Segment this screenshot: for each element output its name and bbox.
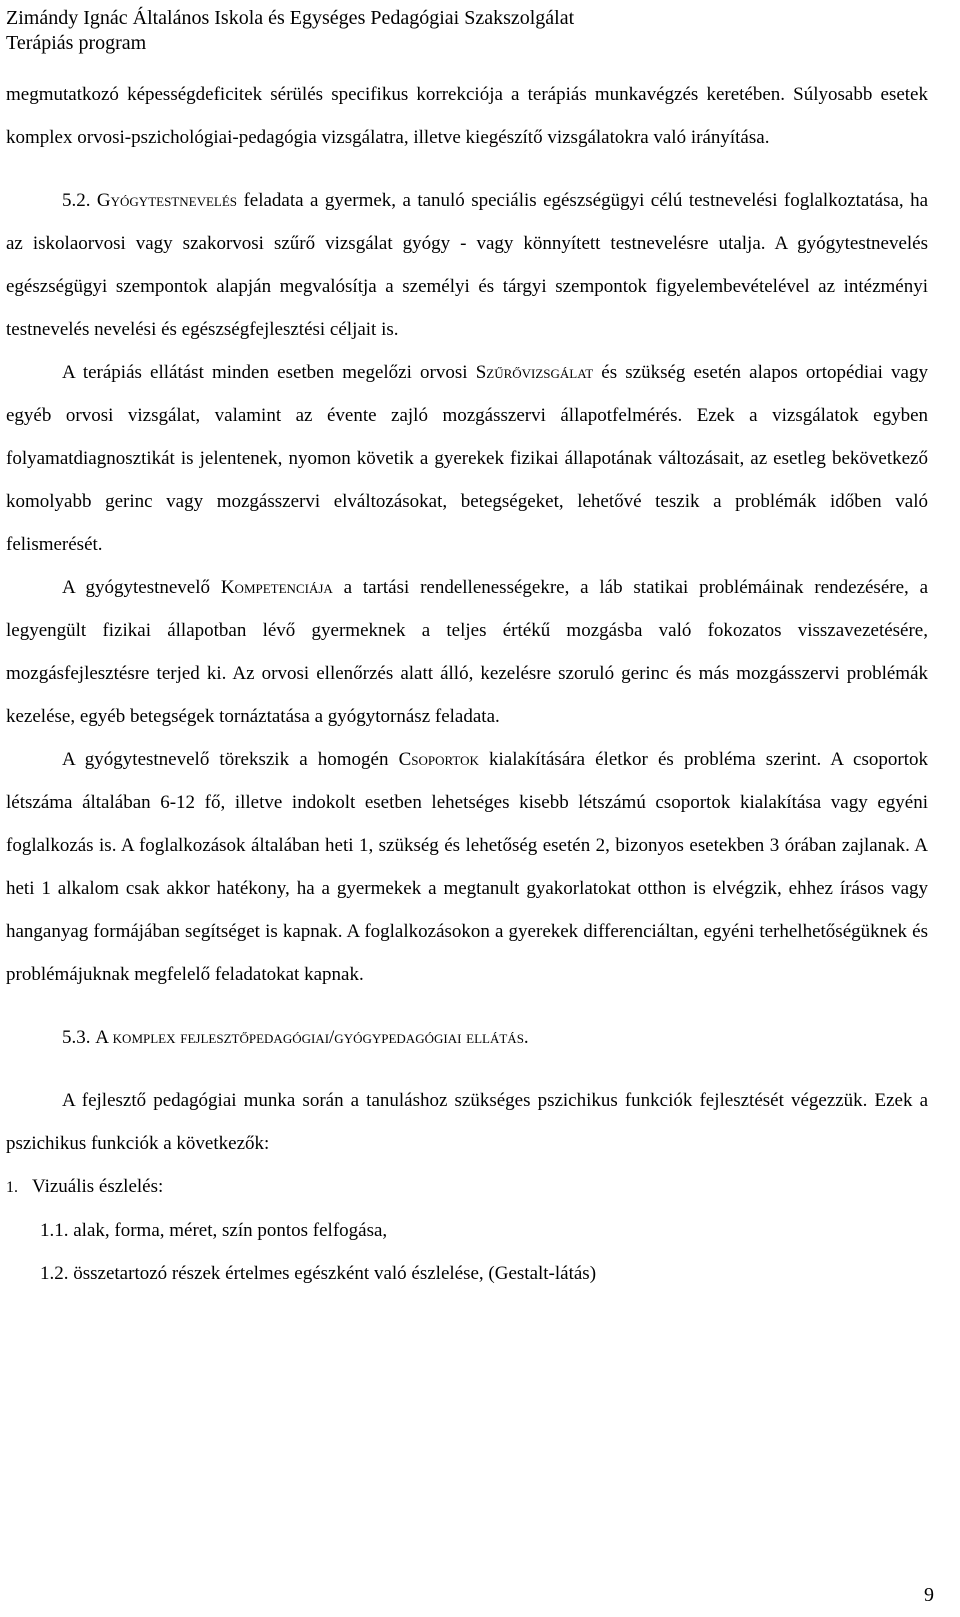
paragraph-text: A gyógytestnevelő törekszik a homogén [62,749,399,770]
section-number-5-2: 5.2. [62,190,97,211]
section-title-5-3: A komplex fejlesztőpedagógiai/gyógypedagógiai ellátás. [95,1027,529,1048]
paragraph-szurovizsgalat [6,351,928,566]
paragraph-text: és szükség esetén alapos ortopédiai vagy egyéb orvosi vizsgálat, valamint az évente zajló mozgásszervi állapotfelmérés. Ezek a vizsgálatok egyben folyamatdiagnosztikát is jelentenek, nyomon követik a gyerekek fizikai állapotának változásait, az esetleg bekövetkező komolyabb gerinc vagy mozgásszervi elváltozásokat, betegségeket, lehetővé teszik a problémák időben való felismerését. [6,362,928,555]
header-program: Terápiás program [6,32,147,54]
paragraph-text: feladata a gyermek, a tanuló speciális egészségügyi célú testnevelési foglalkoztatása, ha az iskolaorvosi vagy szakorvosi szűrő vizsgálat gyógy - vagy könnyített testnevelésre utalja. A gyógytestnevelés egészségügyi szempontok alapján megvalósítja a személyi és tárgyi szempontok figyelembevételével az intézményi testnevelés nevelési és egészségfejlesztési céljait is. [6,190,928,340]
list-number: 1. [6,1179,18,1196]
paragraph-continuation: megmutatkozó képességdeficitek sérülés specifikus korrekciója a terápiás munkavégzés keretében. Súlyosabb esetek komplex orvosi-pszichológiai-pedagógia vizsgálatra, illetve kiegészítő vizsgálatokra való irányítása. [6,84,928,148]
page-header [6,6,574,56]
list-item-1-2: 1.2. összetartozó részek értelmes egészként való észlelése, (Gestalt-látás) [40,1263,597,1284]
paragraph-text: kialakítására életkor és probléma szerint. A csoportok létszáma általában 6-12 fő, illetve indokolt esetben lehetséges kisebb létszámú csoportok kialakítása vagy egyéni foglalkozás is. A foglalkozások általában heti 1, szükség és lehetőség esetén 2, bizonyos esetekben 3 órában zajlanak. A heti 1 alkalom csak akkor hatékony, ha a gyermekek a megtanult gyakorlatokat otthon is elvégzik, ehhez írásos vagy hanganyag formájában segítséget is kapnak. A foglalkozásokon a gyerekek differenciáltan, egyéni terhelhetőségüknek és problémájuknak megfelelő feladatokat kapnak. [6,749,928,985]
page-number: 9 [924,1584,934,1606]
keyword-kompetenciaja: Kompetenciája [220,577,333,598]
paragraph-text: a tartási rendellenességekre, a láb statikai problémáinak rendezésére, a legyengült fizikai állapotban lévő gyermeknek a teljes értékű mozgásba való fokozatos visszavezetésére, mozgásfejlesztésre terjed ki. Az orvosi ellenőrzés alatt álló, kezelésre szoruló gerinc és más mozgásszervi problémák kezelése, egyéb betegségek tornáztatása a gyógytornász feladata. [6,577,929,727]
list-item-1 [6,1165,928,1209]
paragraph-gyogytestneveles [6,179,928,351]
list-item-1-1: 1.1. alak, forma, méret, szín pontos felfogása, [40,1220,388,1241]
paragraph-csoportok [6,738,928,996]
section-heading-gyogytestneveles: Gyógytestnevelés [96,190,238,211]
keyword-szurovizsgalat: Szűrővizsgálat [475,362,594,383]
section-heading-5-3 [6,1016,928,1059]
paragraph-kompetencia [6,566,928,738]
paragraph-text: A gyógytestnevelő [62,577,221,598]
header-institution: Zimándy Ignác Általános Iskola és Egységes Pedagógiai Szakszolgálat [6,7,575,29]
paragraph-fejleszto: A fejlesztő pedagógiai munka során a tanuláshoz szükséges pszichikus funkciók fejlesztését végezzük. Ezek a pszichikus funkciók a következők: [6,1090,928,1154]
keyword-csoportok: Csoportok [398,749,479,770]
document-body [6,73,928,1295]
list-text: Vizuális észlelés: [32,1176,164,1197]
section-number-5-3: 5.3. [62,1027,96,1048]
paragraph-text: A terápiás ellátást minden esetben megelőzi orvosi [62,362,476,383]
